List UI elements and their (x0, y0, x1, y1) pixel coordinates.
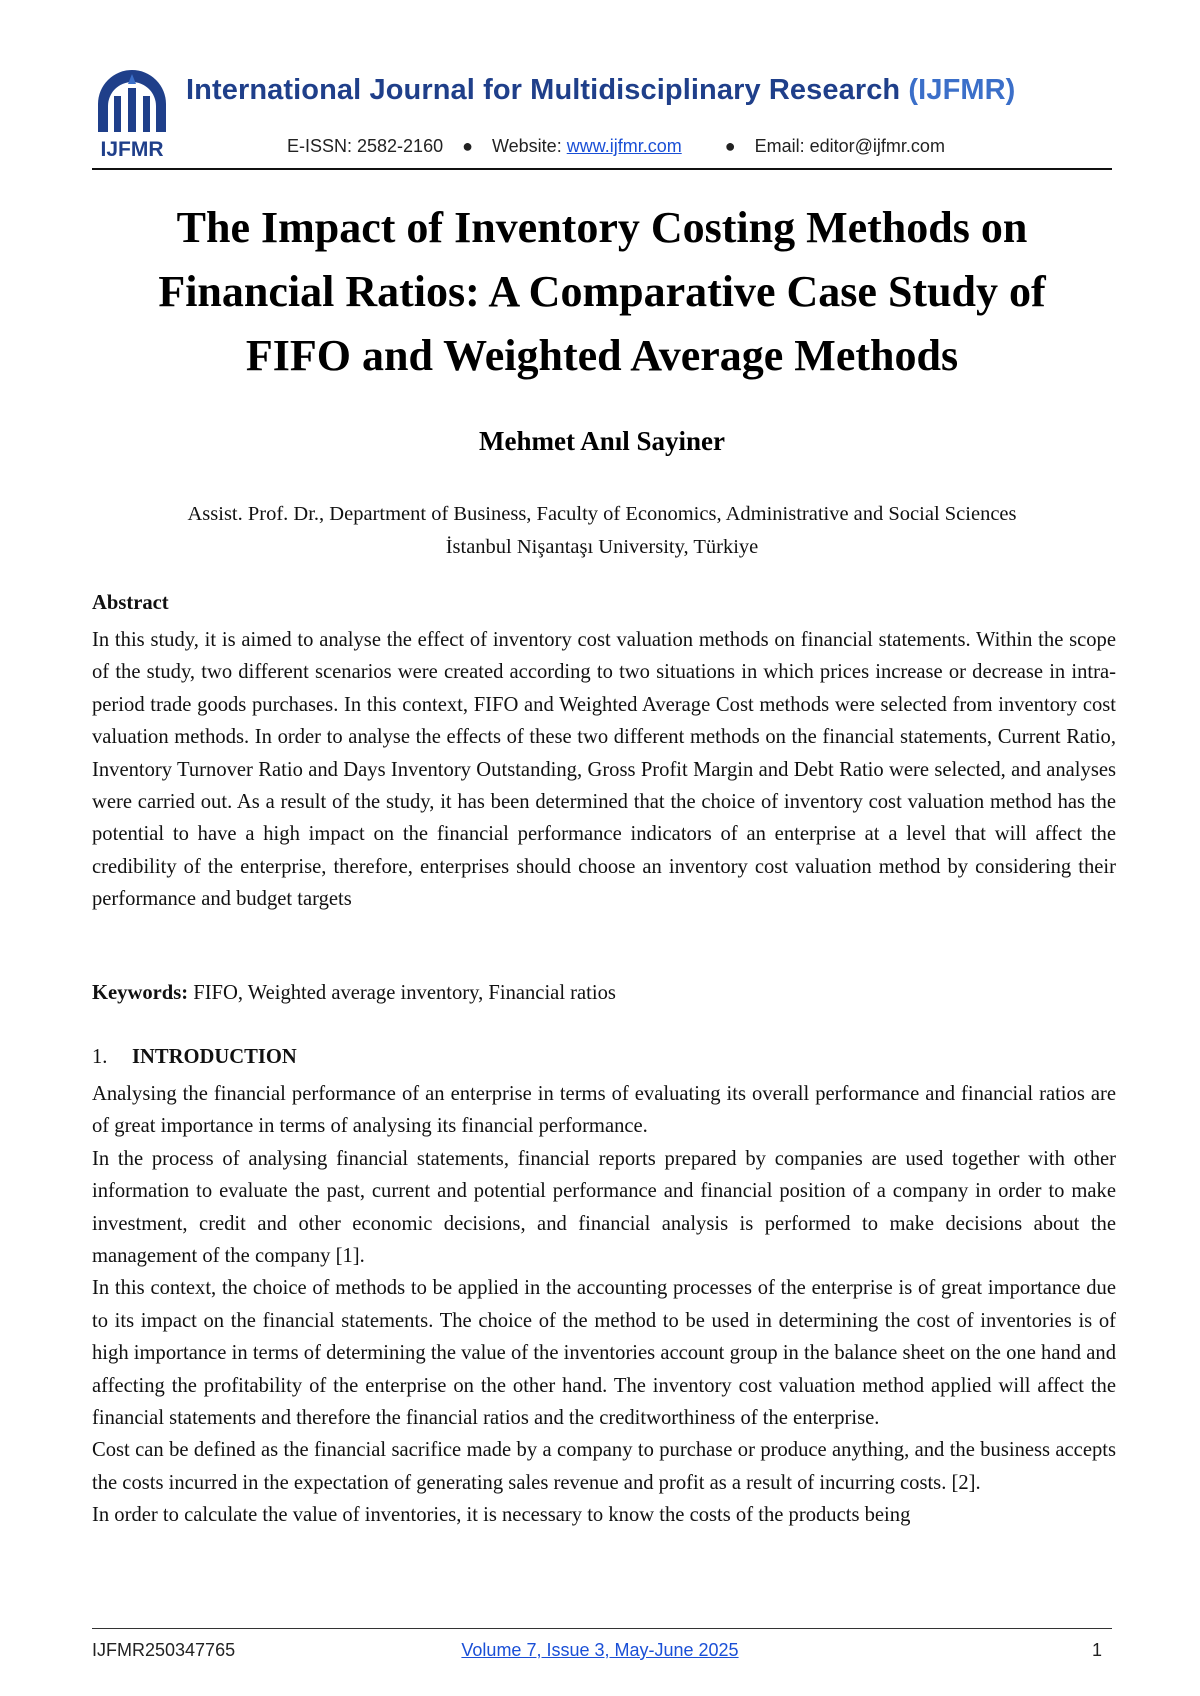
bullet-icon: ● (724, 136, 736, 156)
keywords (92, 982, 616, 1005)
bullet-icon: ● (462, 136, 473, 156)
author-name: Mehmet Anıl Sayiner (479, 426, 725, 456)
page-number: 1 (1092, 1640, 1103, 1660)
abstract-paragraph: In this study, it is aimed to analyse the effect of inventory cost valuation methods on financial statements. Within the scope of the study, two different scenarios were created according to two situations in which prices increase or decrease in intra-period trade goods purchases. In this context, FIFO and Weighted Average Cost methods were selected from inventory cost valuation methods. In order to analyse the effects of these two different methods on the financial statements, Current Ratio, Inventory Turnover Ratio and Days Inventory Outstanding, Gross Profit Margin and Debt Ratio were selected, and analyses were carried out. As a result of the study, it has been determined that the choice of inventory cost valuation method has the potential to have a high impact on the financial performance indicators of an enterprise at a level that will affect the credibility of the enterprise, therefore, enterprises should choose an inventory cost valuation method by considering their performance and budget targets (92, 629, 1116, 911)
section-number: 1. (92, 1046, 108, 1068)
footer-divider (92, 1628, 1112, 1629)
title-line: Financial Ratios: A Comparative Case Study of (158, 267, 1046, 316)
journal-abbr: (IJFMR) (908, 74, 1016, 106)
affiliation-line: İstanbul Nişantaşı University, Türkiye (445, 536, 759, 558)
title-line: FIFO and Weighted Average Methods (245, 331, 959, 380)
intro-paragraph: Analysing the financial performance of an enterprise in terms of evaluating its overall performance and financial ratios are of great importance in terms of analysing its financial performance. (92, 1083, 1116, 1138)
abstract-heading: Abstract (92, 592, 169, 614)
section-heading-introduction (92, 1046, 297, 1069)
affiliation-line: Assist. Prof. Dr., Department of Business, Faculty of Economics, Administrative and Social Sciences (187, 503, 1017, 525)
email: Email: editor@ijfmr.com (754, 136, 945, 156)
journal-title (186, 74, 1015, 107)
affiliation (92, 498, 1112, 564)
ijfmr-logo-icon (92, 66, 172, 162)
abstract-text (92, 624, 1116, 916)
intro-paragraph: In the process of analysing financial statements, financial reports prepared by companies are used together with other information to evaluate the past, current and potential performance and financial position of a company in order to make investment, credit and other economic decisions, and financial analysis is performed to make decisions about the management of the company [1]. (92, 1147, 1116, 1268)
intro-paragraph: In this context, the choice of methods to be applied in the accounting processes of the enterprise is of great importance due to its impact on the financial statements. The choice of the method to be used in determining the cost of inventories is of high importance in terms of determining the value of the inventories account group in the balance sheet on the one hand and affecting the profitability of the enterprise on the other hand. The inventory cost valuation method applied will affect the financial statements and therefore the financial ratios and the creditworthiness of the enterprise. (92, 1277, 1116, 1430)
header-divider (92, 168, 1112, 170)
paper-title (92, 196, 1112, 388)
eissn: E-ISSN: 2582-2160 (287, 136, 444, 156)
section-title: INTRODUCTION (132, 1046, 297, 1068)
intro-paragraph: Cost can be defined as the financial sacrifice made by a company to purchase or produce anything, and the business accepts the costs incurred in the expectation of generating sales revenue and profit as a result of incurring costs. [2]. (92, 1439, 1116, 1494)
website-link[interactable]: www.ijfmr.com (566, 136, 682, 156)
issue-link[interactable]: Volume 7, Issue 3, May-June 2025 (461, 1640, 739, 1660)
issue-info (0, 1640, 1200, 1661)
keywords-list: FIFO, Weighted average inventory, Financial ratios (188, 982, 616, 1004)
logo-text: IJFMR (100, 138, 164, 161)
title-line: The Impact of Inventory Costing Methods on (176, 203, 1028, 252)
introduction-text (92, 1078, 1116, 1532)
journal-meta (287, 136, 945, 157)
intro-paragraph: In order to calculate the value of inventories, it is necessary to know the costs of the products being (92, 1504, 911, 1527)
journal-name: International Journal for Multidisciplinary Research (186, 74, 901, 106)
website-label: Website: (492, 136, 567, 156)
paper-id: IJFMR250347765 (92, 1640, 236, 1660)
keywords-label: Keywords: (92, 982, 189, 1004)
